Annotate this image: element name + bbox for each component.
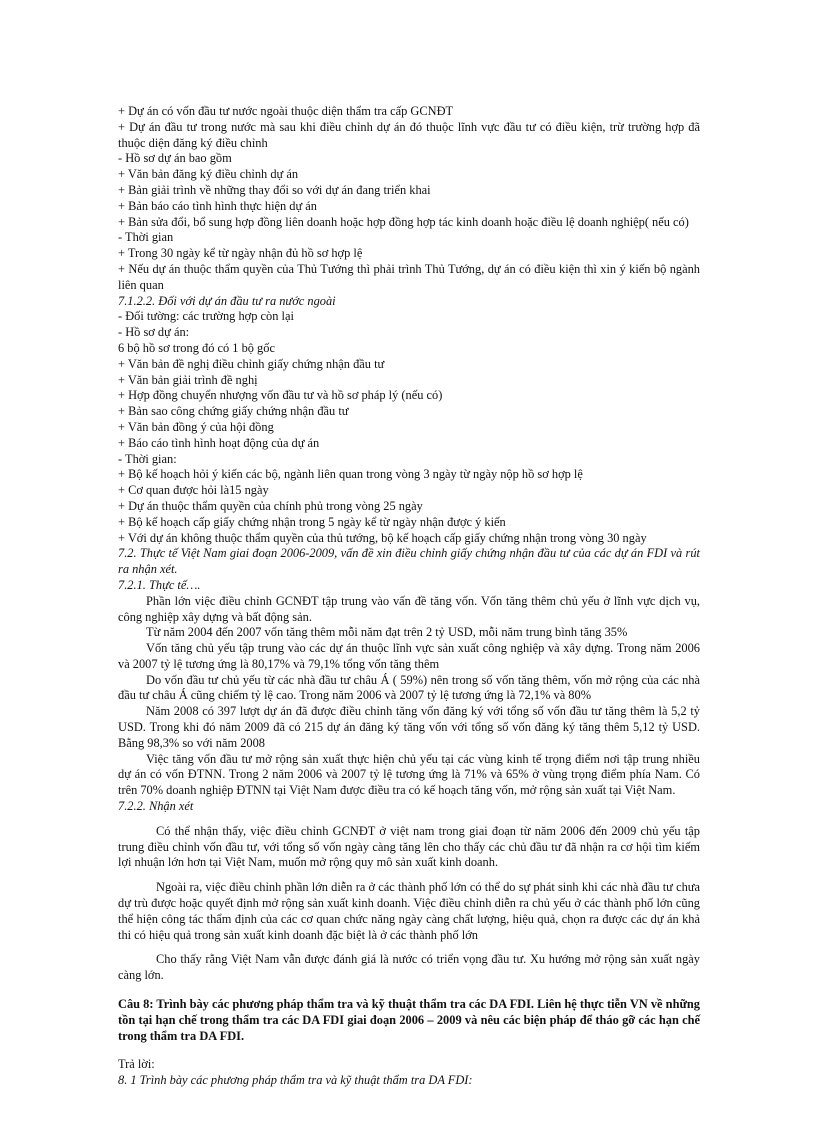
paragraph: Từ năm 2004 đến 2007 vốn tăng thêm mỗi năm đạt trên 2 tỷ USD, mỗi năm trung bình tăng 35% xyxy=(146,625,628,640)
text-line: - Hồ sơ dự án: xyxy=(118,325,190,340)
text-line: - Hồ sơ dự án bao gồm xyxy=(118,151,232,166)
text-line: + Dự án thuộc thẩm quyền của chính phủ trong vòng 25 ngày xyxy=(118,498,423,513)
text-line: + Dự án có vốn đầu tư nước ngoài thuộc diện thẩm tra cấp GCNĐT xyxy=(118,104,454,118)
text-line: + Bản giải trình về những thay đổi so với dự án đang triển khai xyxy=(118,182,431,197)
spacer xyxy=(118,943,700,952)
text-line: 6 bộ hồ sơ trong đó có 1 bộ gốc xyxy=(118,340,275,355)
text-line: - Thời gian xyxy=(118,230,174,245)
text-line: + Dự án đầu tư trong nước mà sau khi điều chỉnh dự án đó thuộc lĩnh vực đầu tư có điều kiện, trừ trường hợp đã thuộc diện đăng ký điều chỉnh xyxy=(118,119,700,150)
text-line: + Bộ kế hoạch hỏi ý kiến các bộ, ngành liên quan trong vòng 3 ngày từ ngày nộp hồ sơ hợp lệ xyxy=(118,467,583,482)
spacer xyxy=(118,871,700,880)
text-line: + Văn bản đề nghị điều chỉnh giấy chứng nhận đầu tư xyxy=(118,356,385,371)
paragraph: Do vốn đầu tư chủ yếu từ các nhà đầu tư châu Á ( 59%) nên trong số vốn tăng thêm, vốn mở rộng của các nhà đầu tư châu Á cũng chiếm tỷ lệ cao. Trong năm 2006 và 2007 tỷ lệ tương ứng là 72,1% và 80% xyxy=(118,672,700,703)
paragraph: Cho thấy rằng Việt Nam vẫn được đánh giá là nước có triển vọng đầu tư. Xu hướng mở rộng sản xuất ngày càng lớn. xyxy=(118,952,700,983)
section-heading: 7.1.2.2. Đối với dự án đầu tư ra nước ngoài xyxy=(118,293,336,308)
text-line: + Bản báo cáo tình hình thực hiện dự án xyxy=(118,198,318,213)
text-line: + Bản sửa đổi, bổ sung hợp đồng liên doanh hoặc hợp đồng hợp tác kinh doanh hoặc điều lệ doanh nghiệp( nếu có) xyxy=(118,214,689,229)
spacer xyxy=(118,984,700,997)
remarks-section xyxy=(118,815,700,984)
text-line: - Đối tường: các trường hợp còn lại xyxy=(118,309,294,324)
section-heading: 7.2.1. Thực tế…. xyxy=(118,577,201,592)
text-line: + Với dự án không thuộc thẩm quyền của thủ tướng, bộ kế hoạch cấp giấy chứng nhận trong vòng 30 ngày xyxy=(118,530,647,545)
text-line: + Bộ kế hoạch cấp giấy chứng nhận trong 5 ngày kể từ ngày nhận được ý kiến xyxy=(118,514,506,529)
section-heading: 7.2.2. Nhận xét xyxy=(118,799,194,814)
text-line: + Báo cáo tình hình hoạt động của dự án xyxy=(118,435,320,450)
text-line: + Cơ quan được hỏi là15 ngày xyxy=(118,483,269,498)
answer-label: Trả lời: xyxy=(118,1057,155,1072)
outbound-investment-list xyxy=(118,309,700,546)
question-heading: Câu 8: Trình bày các phương pháp thẩm tra và kỹ thuật thẩm tra các DA FDI. Liên hệ thực tiễn VN về những tồn tại hạn chế trong thẩm tra các DA FDI giai đoạn 2006 – 2009 và nêu các biện pháp để tháo gỡ các hạn chế trong thẩm tra DA FDI. xyxy=(118,997,700,1043)
paragraph: Phần lớn việc điều chỉnh GCNĐT tập trung vào vấn đề tăng vốn. Vốn tăng thêm chủ yếu ở lĩnh vực dịch vụ, công nghiệp xây dựng và bất động sản. xyxy=(118,593,700,624)
text-line: + Văn bản đồng ý của hội đồng xyxy=(118,419,274,434)
text-line: + Hợp đồng chuyển nhượng vốn đầu tư và hồ sơ pháp lý (nếu có) xyxy=(118,388,443,403)
text-line: + Văn bản giải trình đề nghị xyxy=(118,372,258,387)
text-line: + Trong 30 ngày kể từ ngày nhận đủ hồ sơ hợp lệ xyxy=(118,246,363,261)
paragraph: Việc tăng vốn đầu tư mở rộng sản xuất thực hiện chủ yếu tại các vùng kinh tế trọng điểm nơi tập trung nhiều dự án có vốn ĐTNN. Trong 2 năm 2006 và 2007 tỷ lệ tương ứng là 71% và 65% ở vùng trọng điểm phía Nam. Có trên 70% doanh nghiệp ĐTNN tại Việt Nam được điều tra có kế hoạch tăng vốn, mở rộng sản xuất tại Việt Nam. xyxy=(118,751,700,798)
paragraph: Có thể nhận thấy, việc điều chỉnh GCNĐT ở việt nam trong giai đoạn từ năm 2006 đến 2009 chủ yếu tập trung điều chỉnh vốn đầu tư, với tổng số vốn ngày càng tăng lên cho thấy các chủ đầu tư đã nhận ra cơ hội tìm kiếm lợi nhuận lớn hơn tại Việt Nam, muốn mở rộng quy mô sản xuất kinh doanh. xyxy=(118,823,700,870)
spacer xyxy=(118,1044,700,1057)
spacer xyxy=(118,815,700,824)
facts-section xyxy=(118,594,700,799)
paragraph: Vốn tăng chủ yếu tập trung vào các dự án thuộc lĩnh vực sản xuất công nghiệp và xây dựng. Trong năm 2006 và 2007 tỷ lệ tương ứng là 80,17% và 79,1% tổng vốn tăng thêm xyxy=(118,641,700,671)
section-heading: 8. 1 Trình bày các phương pháp thẩm tra và kỹ thuật thẩm tra DA FDI: xyxy=(118,1073,473,1088)
section-heading: 7.2. Thực tế Việt Nam giai đoạn 2006-2009, vấn đề xin điều chỉnh giấy chứng nhận đầu tư của các dự án FDI và rút ra nhận xét. xyxy=(118,546,700,577)
paragraph: Ngoài ra, việc điều chỉnh phần lớn diễn ra ở các thành phố lớn có thể do sự phát sinh khi các nhà đầu tư chưa dự trù được hoặc quyết định mở rộng sản xuất kinh doanh. Việc điều chỉnh diễn ra chủ yếu ở các thành phố lớn cũng thể hiện công tác thẩm định của các cơ quan chức năng ngày càng chất lượng, hiệu quả, chọn ra được các dự án khả thi có hiệu quả trong sản xuất kinh doanh đặc biệt là ở các thành phố lớn xyxy=(118,880,700,942)
requirements-list xyxy=(118,104,700,294)
text-line: + Nếu dự án thuộc thẩm quyền của Thủ Tướng thì phải trình Thủ Tướng, dự án có điều kiện thì xin ý kiến bộ ngành liên quan xyxy=(118,261,700,292)
paragraph: Năm 2008 có 397 lượt dự án đã được điều chỉnh tăng vốn đăng ký với tổng số vốn đầu tư tăng thêm là 5,2 tỷ USD. Trong khi đó năm 2009 đã có 215 dự án đăng ký tăng vốn với tổng số vốn đăng ký tăng thêm 5,12 tỷ USD. Bằng 98,3% so với năm 2008 xyxy=(118,704,700,750)
text-line: + Văn bản đăng ký điều chỉnh dự án xyxy=(118,167,299,182)
text-line: + Bản sao công chứng giấy chứng nhận đầu tư xyxy=(118,404,349,419)
document-page xyxy=(118,104,700,1089)
text-line: - Thời gian: xyxy=(118,451,177,466)
